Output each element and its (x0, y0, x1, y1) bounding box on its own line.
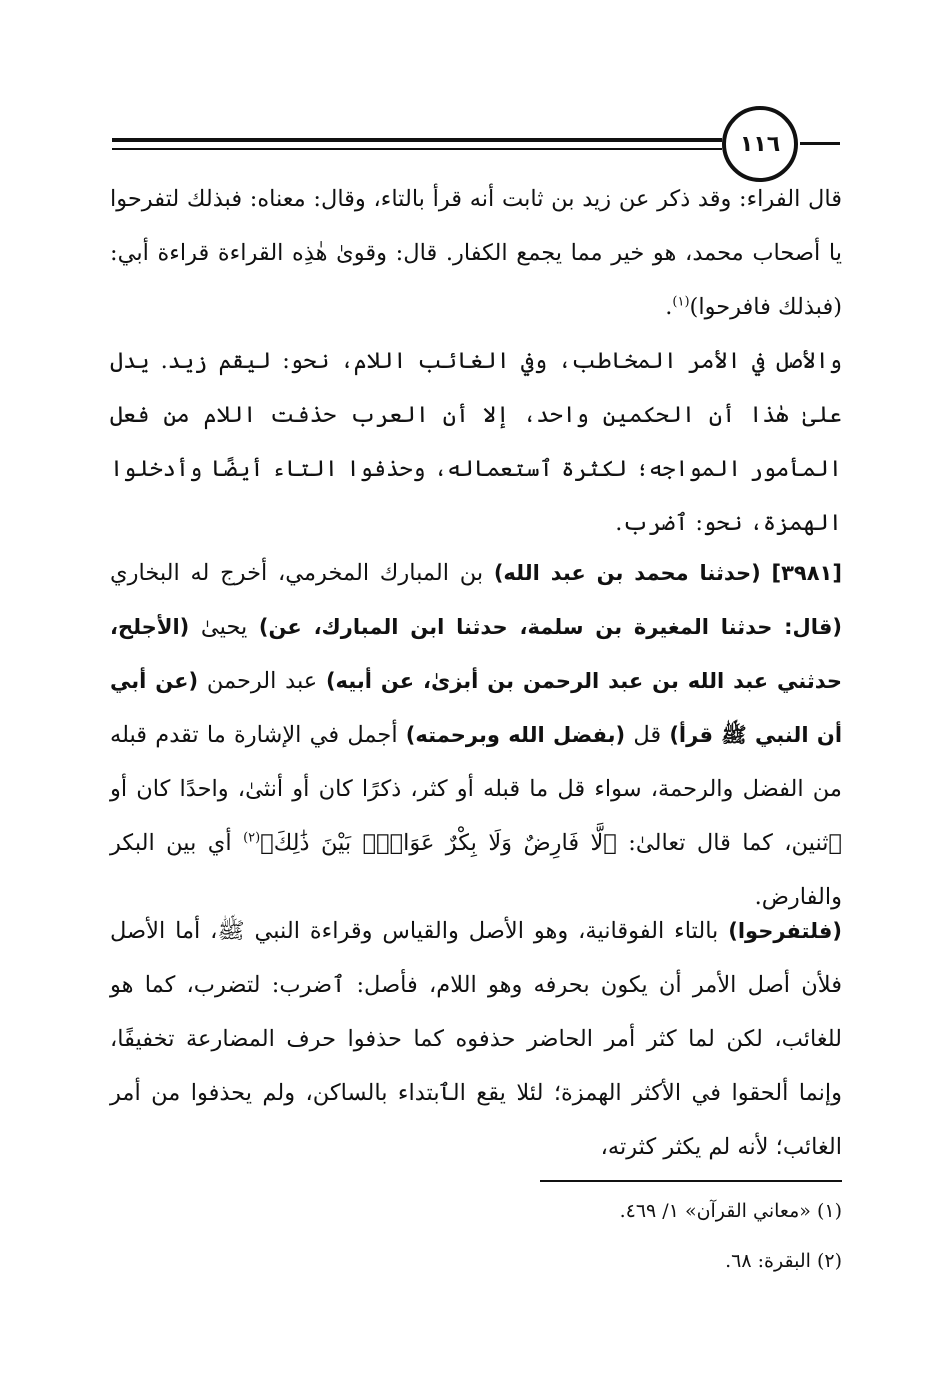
commentary-text: عبد الرحمن (206, 668, 318, 694)
chain-text: (عن أبي أن النبي ﷺ قرأ) (110, 669, 843, 747)
chain-text: (الأجلح، حدثني عبد الله بن عبد الرحمن بن أبزىٰ، عن أبيه) (110, 615, 842, 693)
quran-quote: (بفضل الله وبرحمته) (405, 723, 626, 747)
commentary-text: بالتاء الفوقانية، وهو الأصل والقياس وقراءة النبي ﷺ، أما الأصل فلأن أصل الأمر أن يكون بحرفه وهو اللام، فأصل: ٱضرب: لتضرب، كما هو للغائب، لكن لما كثر أمر الحاضر حذفوه كما حذفوا حرف المضارعة تخفيفًا، وإنما ألحقوا في الأكثر الهمزة؛ لئلا يقع الٱبتداء بالساكن، ولم يحذفوا من أمر الغائب؛ لأنه لم يكثر كثرته، (110, 918, 842, 1160)
header-rule (112, 138, 722, 142)
header-rule-thin (112, 148, 722, 150)
footnote-number: (٢) (816, 1250, 842, 1272)
footnote-separator (540, 1180, 842, 1182)
footnote-2 (400, 1246, 842, 1276)
text-line: يدل علىٰ هٰذا أن الحكمين واحد، إلا أن العرب حذفت اللام من فعل (110, 348, 842, 428)
text-line: نحو: ٱضرب. (615, 510, 743, 536)
commentary-text: أجمل في الإشارة ما تقدم قبله من الفضل والرحمة، سواء قل ما قبله أو كثر، ذكرًا كان أو أنثىٰ، واحدًا كان أو ٱثنين، كما قال تعالىٰ: ﴿لَّا فَارِضٌ وَلَا بِكْرٌ عَوَانٌۢ بَيْنَ ذَٰلِكَ﴾ (110, 722, 842, 856)
page-number: ١١٦ (739, 131, 781, 157)
chain-text: (قال: حدثنا المغيرة بن سلمة، حدثنا ابن المبارك، عن) (258, 615, 843, 639)
hadith-number: [٣٩٨١] (771, 561, 842, 585)
footnote-text: «معاني القرآن» ١/ ٤٦٩. (619, 1200, 811, 1222)
commentary-text: يحيىٰ (200, 614, 248, 640)
paragraph-3 (110, 904, 842, 1174)
commentary-text: أي بين البكر والفارض. (110, 830, 842, 910)
text-line: المأمور المواجه؛ لكثرة ٱستعماله، وحذفوا التاء أيضًا وأدخلوا الهمزة، (110, 456, 842, 536)
paragraph-2 (110, 334, 842, 550)
chain-text: (حدثنا محمد بن عبد الله) (493, 561, 761, 585)
keyword: (فلتفرحوا) (728, 919, 843, 943)
text-line: والأصل في الأمر المخاطب، وفي الغائب اللام، نحو: ليقم زيد. (160, 348, 843, 374)
page-number-badge (722, 106, 798, 182)
commentary-text: بن المبارك المخرمي، أخرج له البخاري (110, 560, 484, 586)
hadith-paragraph (110, 546, 842, 924)
footnote-marker: (٢) (243, 830, 261, 846)
footnote-text: البقرة: ٦٨. (725, 1250, 811, 1272)
footnote-marker: (١) (672, 294, 690, 310)
footnote-number: (١) (816, 1200, 842, 1222)
header-rule-stub (800, 142, 840, 145)
paragraph-1 (110, 172, 842, 334)
text-line: قال الفراء: وقد ذكر عن زيد بن ثابت أنه قرأ بالتاء، وقال: معناه: (249, 186, 842, 212)
text-line: وقوىٰ هٰذِه القراءة قراءة أبي: (فبذلك فافرحوا) (110, 240, 842, 320)
text-line: فبذلك لتفرحوا يا أصحاب محمد، هو خير مما يجمع الكفار. قال: (110, 186, 843, 266)
commentary-text: قل (633, 722, 662, 748)
footnote-1 (400, 1196, 842, 1226)
text-line: . (665, 294, 673, 320)
